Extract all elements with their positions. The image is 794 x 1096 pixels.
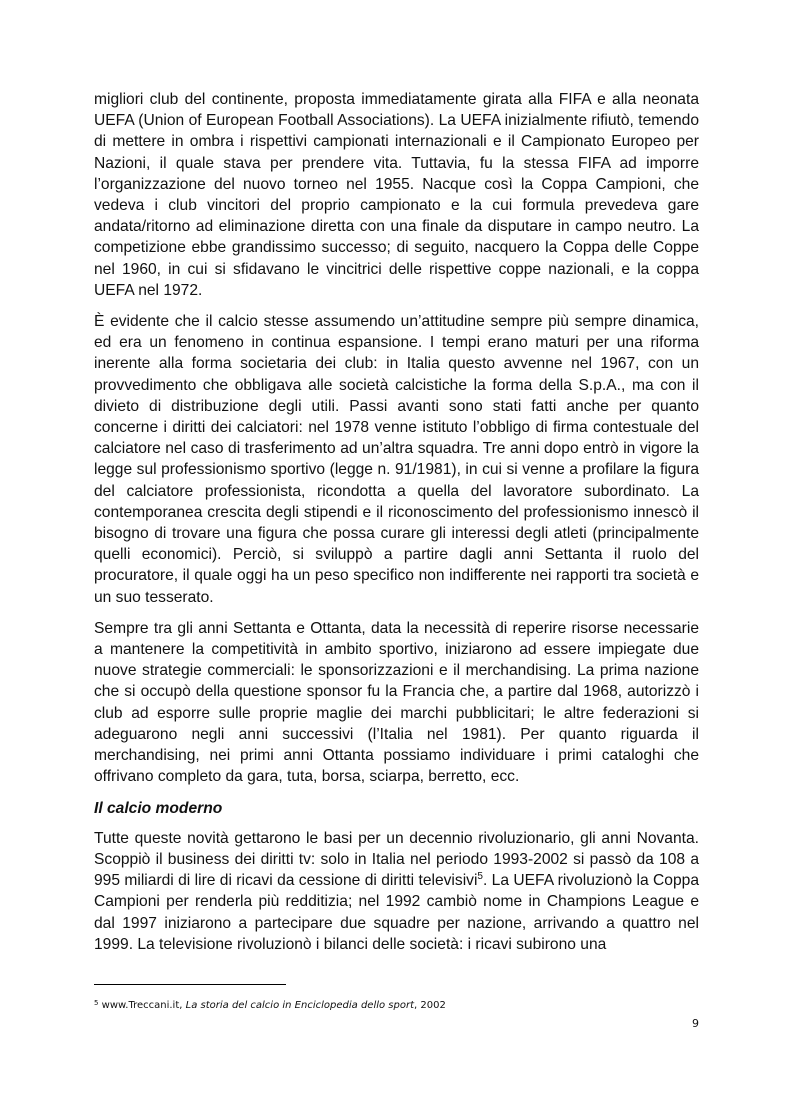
footnote-reference: 5 <box>477 870 483 882</box>
section-heading: Il calcio moderno <box>94 799 223 817</box>
body-text <box>94 89 699 965</box>
paragraph-4-text-a: Tutte queste novità gettarono le basi per un decennio rivoluzionario, gli anni Novanta. Scoppiò il business dei diritti tv: solo in Italia nel periodo 1993-2002 si passò da 108 a 995 miliardi di lire di ricavi da cessione di diritti televisivi <box>94 829 699 890</box>
footnote-number: 5 <box>94 999 99 1007</box>
paragraph-4-text-b: . La UEFA rivoluzionò la Coppa Campioni per renderla più redditizia; nel 1992 cambiò nome in Champions League e dal 1997 iniziarono a partecipare due squadre per nazione, arrivando a quattro nel 1999. La televisione rivoluzionò i bilanci delle società: i ricavi subirono una <box>94 872 699 953</box>
footnote-title: La storia del calcio in Enciclopedia dello sport <box>185 1000 414 1011</box>
paragraph-1: migliori club del continente, proposta immediatamente girata alla FIFA e alla neonata UEFA (Union of European Football Associations). La UEFA inizialmente rifiutò, temendo di mettere in ombra i rispettivi campionati internazionali e il Campionato Europeo per Nazioni, il quale stava per prendere vita. Tuttavia, fu la stessa FIFA ad imporre l’organizzazione del nuovo torneo nel 1955. Nacque così la Coppa Campioni, che vedeva i club vincitori del proprio campionato e la cui formula prevedeva gare andata/ritorno ad eliminazione diretta con una finale da disputare in campo neutro. La competizione ebbe grandissimo successo; di seguito, nacquero la Coppa delle Coppe nel 1960, in cui si sfidavano le vincitrici delle rispettive coppe nazionali, e la coppa UEFA nel 1972. <box>94 91 699 299</box>
footnote-source: www.Treccani.it, <box>101 1000 183 1011</box>
paragraph-4 <box>94 828 699 955</box>
footnote-year: , 2002 <box>414 1000 446 1011</box>
footnote-separator <box>94 984 286 985</box>
paragraph-3: Sempre tra gli anni Settanta e Ottanta, data la necessità di reperire risorse necessarie a mantenere la competitività in ambito sportivo, iniziarono ad essere impiegate due nuove strategie commerciali: le sponsorizzazioni e il merchandising. La prima nazione che si occupò della questione sponsor fu la Francia che, a partire dal 1968, autorizzò i club ad esporre sulle proprie maglie dei marchi pubblicitari; le altre federazioni si adeguarono negli anni successivi (l’Italia nel 1981). Per quanto riguarda il merchandising, nei primi anni Ottanta possiamo individuare i primi cataloghi che offrivano completo da gara, tuta, borsa, sciarpa, berretto, ecc. <box>94 619 699 786</box>
footnote <box>94 996 699 1013</box>
page-number: 9 <box>692 1017 699 1030</box>
paragraph-2: È evidente che il calcio stesse assumendo un’attitudine sempre più sempre dinamica, ed era un fenomeno in continua espansione. I tempi erano maturi per una riforma inerente alla forma societaria dei club: in Italia questo avvenne nel 1967, con un provvedimento che obbligava alle società calcistiche la forma della S.p.A., ma con il divieto di distribuzione degli utili. Passi avanti sono stati fatti anche per quanto concerne i diritti dei calciatori: nel 1978 venne istituto l’obbligo di firma contestuale del calciatore nel caso di trasferimento ad un’altra squadra. Tre anni dopo entrò in vigore la legge sul professionismo sportivo (legge n. 91/1981), in cui si venne a profilare la figura del calciatore professionista, ricondotta a quella del lavoratore subordinato. La contemporanea crescita degli stipendi e il riconoscimento del professionismo innescò il bisogno di trovare una figura che possa curare gli interessi degli atleti (principalmente quelli economici). Perciò, si sviluppò a partire dagli anni Settanta il ruolo del procuratore, il quale oggi ha un peso specifico non indifferente nei rapporti tra società e un suo tesserato. <box>94 313 699 606</box>
